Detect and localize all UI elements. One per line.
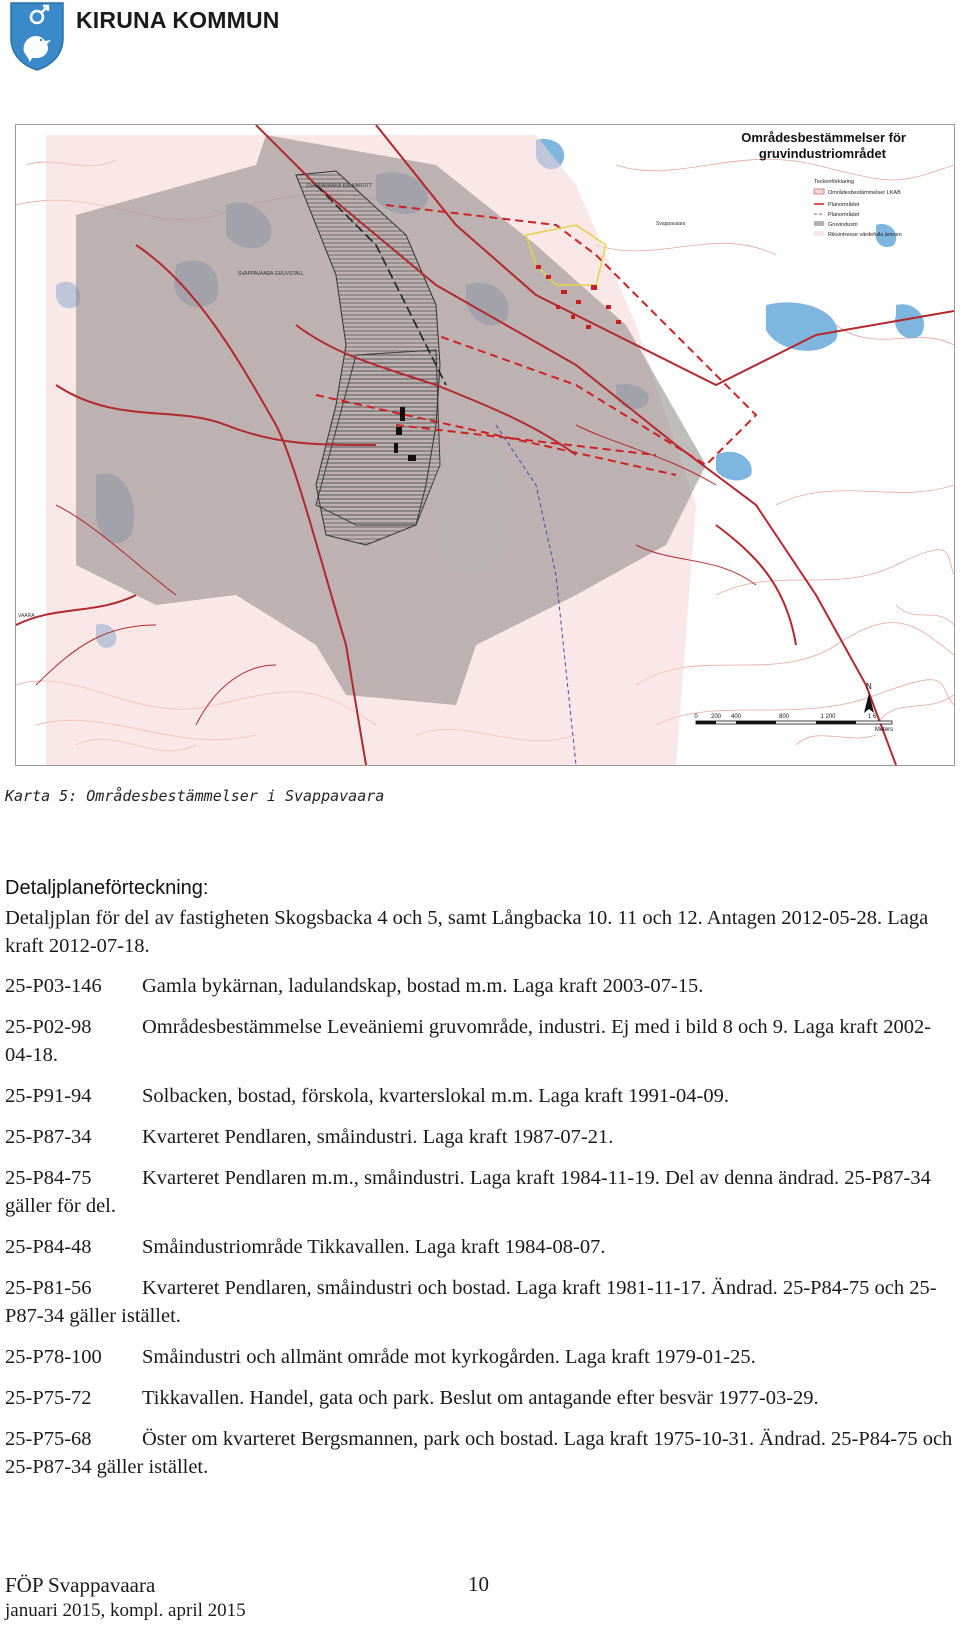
plan-entry — [5, 1425, 955, 1481]
plan-code: 25-P84-48 — [5, 1236, 92, 1258]
plan-text: Områdesbestämmelse Leveäniemi gruvområde, industri. Ej med i bild 8 och 9. Laga kraft 2002-04-18. — [5, 1016, 932, 1066]
svg-text:N: N — [866, 682, 872, 691]
plan-entry — [5, 1233, 955, 1261]
scale-label-800: 800 — [778, 714, 790, 720]
footer-title: FÖP Svappavaara — [5, 1573, 156, 1597]
plan-entry — [5, 1343, 955, 1371]
plan-entry — [5, 972, 955, 1000]
plan-code: 25-P02-98 — [5, 1016, 92, 1038]
scale-label-200: 200 — [710, 714, 722, 720]
label-vaara: VAARA — [18, 613, 35, 619]
plan-entry — [5, 1123, 955, 1151]
scale-label-400: 400 — [730, 714, 742, 720]
plan-code: 25-P75-72 — [5, 1387, 92, 1409]
page-header — [8, 0, 280, 74]
plan-entry — [5, 1013, 955, 1069]
plan-entry — [5, 1082, 955, 1110]
map-svg — [16, 125, 954, 765]
plan-code: 25-P78-100 — [5, 1346, 102, 1368]
label-kalkbrott: SVAPPAVAARA KALKBROTT — [306, 183, 373, 189]
plan-code: 25-P03-146 — [5, 975, 102, 997]
legend-item-gruvindustri: Gruvindustri — [828, 222, 858, 228]
plan-code: 25-P75-68 — [5, 1428, 92, 1450]
plan-text: Solbacken, bostad, förskola, kvarterslokal m.m. Laga kraft 1991-04-09. — [142, 1085, 729, 1107]
open-pit — [432, 435, 512, 575]
map-image — [15, 124, 955, 766]
plan-intro: Detaljplan för del av fastigheten Skogsbacka 4 och 5, samt Långbacka 10. 11 och 12. Antagen 2012-05-28. Laga kraft 2012-07-18. — [5, 907, 929, 957]
plan-code: 25-P87-34 — [5, 1126, 92, 1148]
legend-item-planomradet: Planområdet — [828, 202, 860, 208]
section-title: Detaljplaneförteckning: — [5, 877, 209, 899]
plan-text: Småindustri och allmänt område mot kyrkogården. Laga kraft 1979-01-25. — [142, 1346, 756, 1368]
plan-code: 25-P91-94 — [5, 1085, 92, 1107]
page-number: 10 — [468, 1572, 489, 1596]
scale-label-1600: 1 6 — [867, 714, 877, 720]
plan-text: Småindustriområde Tikkavallen. Laga kraft 1984-08-07. — [142, 1236, 606, 1258]
legend-item-riksintresse: Riksintresse värdefulla ämnen — [828, 232, 902, 238]
scale-unit: Meters — [874, 727, 894, 733]
footer-subtitle: januari 2015, kompl. april 2015 — [5, 1600, 246, 1621]
scale-label-0: 0 — [694, 714, 698, 720]
legend-item-lkab: Områdesbestämmelser LKAB — [828, 190, 901, 196]
plan-code: 25-P84-75 — [5, 1167, 92, 1189]
map-title-line2: gruvindustriområdet — [758, 146, 886, 161]
plan-text: Öster om kvarteret Bergsmannen, park och bostad. Laga kraft 1975-10-31. Ändrad. 25-P84-75 och 25-P87-34 gäller istället. — [5, 1428, 953, 1478]
map-title — [741, 130, 906, 161]
plan-list — [5, 904, 955, 1494]
legend-heading: Teckenförklaring — [814, 179, 855, 185]
scale-label-1200: 1 200 — [820, 714, 836, 720]
plan-text: Kvarteret Pendlaren m.m., småindustri. Laga kraft 1984-11-19. Del av denna ändrad. 25-P87-34 gäller för del. — [5, 1167, 931, 1217]
label-svappavaara: Svappavaara — [656, 221, 686, 227]
plan-code: 25-P81-56 — [5, 1277, 92, 1299]
map-title-line1: Områdesbestämmelser för — [741, 130, 906, 145]
plan-text: Kvarteret Pendlaren, småindustri. Laga kraft 1987-07-21. — [142, 1126, 614, 1148]
label-gruvstall: SVAPPAVAARA GRUVSTALL — [238, 271, 304, 277]
kiruna-coat-of-arms-icon — [8, 0, 66, 72]
legend-item-planomradet-2: Planområdet — [828, 212, 860, 218]
map-caption: Karta 5: Områdesbestämmelser i Svappavaara — [5, 787, 385, 805]
plan-text: Tikkavallen. Handel, gata och park. Beslut om antagande efter besvär 1977-03-29. — [142, 1387, 819, 1409]
plan-entry — [5, 1164, 955, 1220]
plan-entry — [5, 1274, 955, 1330]
page-footer — [5, 1572, 246, 1624]
organization-name: KIRUNA KOMMUN — [76, 7, 280, 33]
plan-text: Gamla bykärnan, ladulandskap, bostad m.m. Laga kraft 2003-07-15. — [142, 975, 704, 997]
plan-text: Kvarteret Pendlaren, småindustri och bostad. Laga kraft 1981-11-17. Ändrad. 25-P84-75 och 25-P87-34 gäller istället. — [5, 1277, 937, 1327]
plan-entry — [5, 1384, 955, 1412]
